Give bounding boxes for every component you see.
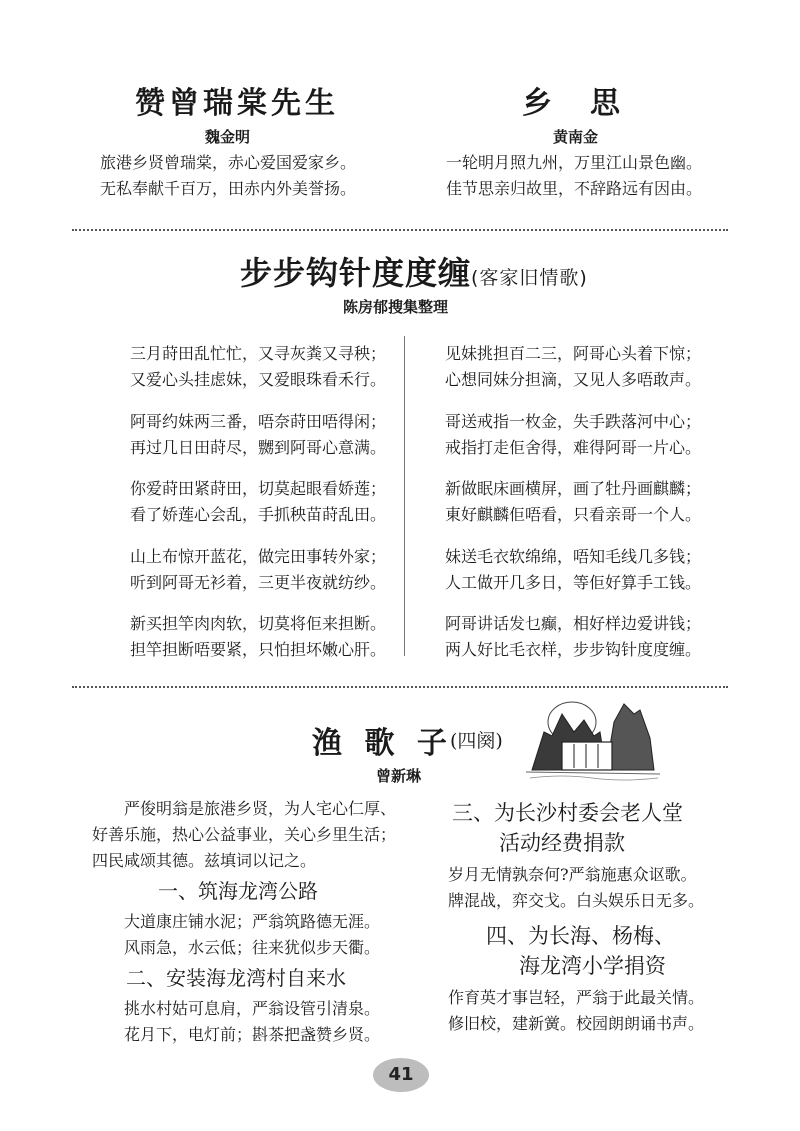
poem2-author: 黄南金: [553, 128, 599, 146]
mountain-house-sketch-icon: [522, 692, 662, 782]
stanza-line: 戒指打走佢舍得，难得阿哥一片心。: [445, 438, 702, 457]
song-left-stanza-1: [130, 341, 386, 393]
song-right-stanza-5: [445, 611, 701, 663]
song-title-text: 步步钩针度度缠: [240, 254, 472, 292]
section-3-heading-line-2: 活动经费捐款: [499, 831, 625, 855]
song-left-stanza-4: [130, 544, 386, 596]
stanza-line: 两人好比毛衣样，步步钩针度度缠。: [445, 640, 702, 659]
stanza-line: 山上布惊开蓝花，做完田事转外家；: [130, 547, 387, 566]
section-1-heading: 一、筑海龙湾公路: [158, 879, 318, 903]
section-3-line-1: 岁月无情孰奈何?严翁施惠众讴歌。: [448, 865, 697, 884]
song-right-stanza-2: [445, 409, 701, 461]
stanza-line: 心想同妹分担滴，又见人多唔敢声。: [445, 370, 702, 389]
fishing-song-title: 渔 歌 子: [312, 726, 453, 761]
column-divider: [404, 336, 405, 656]
intro-line-2: 好善乐施，热心公益事业，关心乡里生活；: [92, 825, 397, 844]
intro-line-3: 四民咸颂其德。兹填词以记之。: [92, 851, 317, 870]
intro-line-1: 严俊明翁是旅港乡贤，为人宅心仁厚、: [124, 799, 397, 818]
stanza-line: 新买担竿肉肉软，切莫将佢来担断。: [130, 614, 387, 633]
stanza-line: 人工做开几多日，等佢好算手工钱。: [445, 573, 702, 592]
song-left-stanza-2: [130, 409, 386, 461]
song-compiler: 陈房郁搜集整理: [343, 298, 449, 316]
section-4-heading-line-1: 四、为长海、杨梅、: [486, 924, 675, 948]
section-2-heading: 二、安装海龙湾村自来水: [126, 966, 346, 990]
stanza-line: 再过几日田莳尽，嬲到阿哥心意满。: [130, 438, 387, 457]
poem1-line-1: 旅港乡贤曾瑞棠，赤心爱国爱家乡。: [100, 153, 357, 172]
stanza-line: 阿哥约妹两三番，唔奈莳田唔得闲；: [130, 412, 387, 431]
stanza-line: 新做眠床画横屏，画了牡丹画麒麟；: [445, 479, 702, 498]
fishing-song-subtitle: (四阕): [450, 730, 503, 752]
poem1-author: 魏金明: [205, 128, 251, 146]
section-1-line-2: 风雨急，水云低；往来犹似步天衢。: [124, 938, 381, 957]
stanza-line: 阿哥讲话发乜癫，相好样边爱讲钱；: [445, 614, 702, 633]
stanza-line: 见妹挑担百二三，阿哥心头着下惊；: [445, 344, 702, 363]
section-4-heading-line-2: 海龙湾小学捐资: [519, 954, 666, 978]
section-divider-1: [72, 229, 728, 231]
song-left-stanza-5: [130, 611, 386, 663]
section-divider-2: [72, 686, 728, 688]
song-right-stanza-4: [445, 544, 701, 596]
stanza-line: 哥送戒指一枚金，失手跌落河中心；: [445, 412, 702, 431]
fishing-song-author: 曾新琳: [376, 767, 422, 785]
song-left-stanza-3: [130, 476, 386, 528]
page-number: 41: [373, 1058, 429, 1092]
stanza-line: 東好麒麟佢唔看，只看亲哥一个人。: [445, 505, 702, 524]
stanza-line: 看了娇莲心会乱，手抓秧苗莳乱田。: [130, 505, 387, 524]
poem2-line-2: 佳节思亲归故里，不辞路远有因由。: [446, 179, 703, 198]
poem1-line-2: 无私奉献千百万，田赤内外美誉扬。: [100, 179, 357, 198]
section-4-line-2: 修旧校，建新黉。校园朗朗诵书声。: [448, 1014, 705, 1033]
song-title: [240, 248, 588, 294]
stanza-line: 又爱心头挂虑妹，又爱眼珠看禾行。: [130, 370, 387, 389]
section-1-line-1: 大道康庄铺水泥；严翁筑路德无涯。: [124, 912, 381, 931]
section-3-line-2: 牌混战，弈交戈。白头娱乐日无多。: [448, 891, 705, 910]
song-right-stanza-1: [445, 341, 701, 393]
poem2-title: 乡 思: [522, 86, 624, 121]
poem2-line-1: 一轮明月照九州，万里江山景色幽。: [446, 153, 703, 172]
stanza-line: 三月莳田乱忙忙，又寻灰粪又寻秧；: [130, 344, 387, 363]
poem1-title: 赞曾瑞棠先生: [135, 86, 339, 121]
section-3-heading-line-1: 三、为长沙村委会老人堂: [452, 801, 683, 825]
stanza-line: 你爱莳田紧莳田，切莫起眼看娇莲；: [130, 479, 387, 498]
section-2-line-1: 挑水村姑可息肩，严翁设管引清泉。: [124, 999, 381, 1018]
stanza-line: 听到阿哥无衫着，三更半夜就纺纱。: [130, 573, 387, 592]
section-2-line-2: 花月下，电灯前；斟茶把盏赞乡贤。: [124, 1025, 381, 1044]
song-subtitle: (客家旧情歌): [471, 267, 588, 289]
stanza-line: 妹送毛衣软绵绵，唔知毛线几多钱；: [445, 547, 702, 566]
section-4-line-1: 作育英才事岂轻，严翁于此最关情。: [448, 988, 705, 1007]
stanza-line: 担竿担断唔要紧，只怕担坏嫩心肝。: [130, 640, 387, 659]
song-right-stanza-3: [445, 476, 701, 528]
